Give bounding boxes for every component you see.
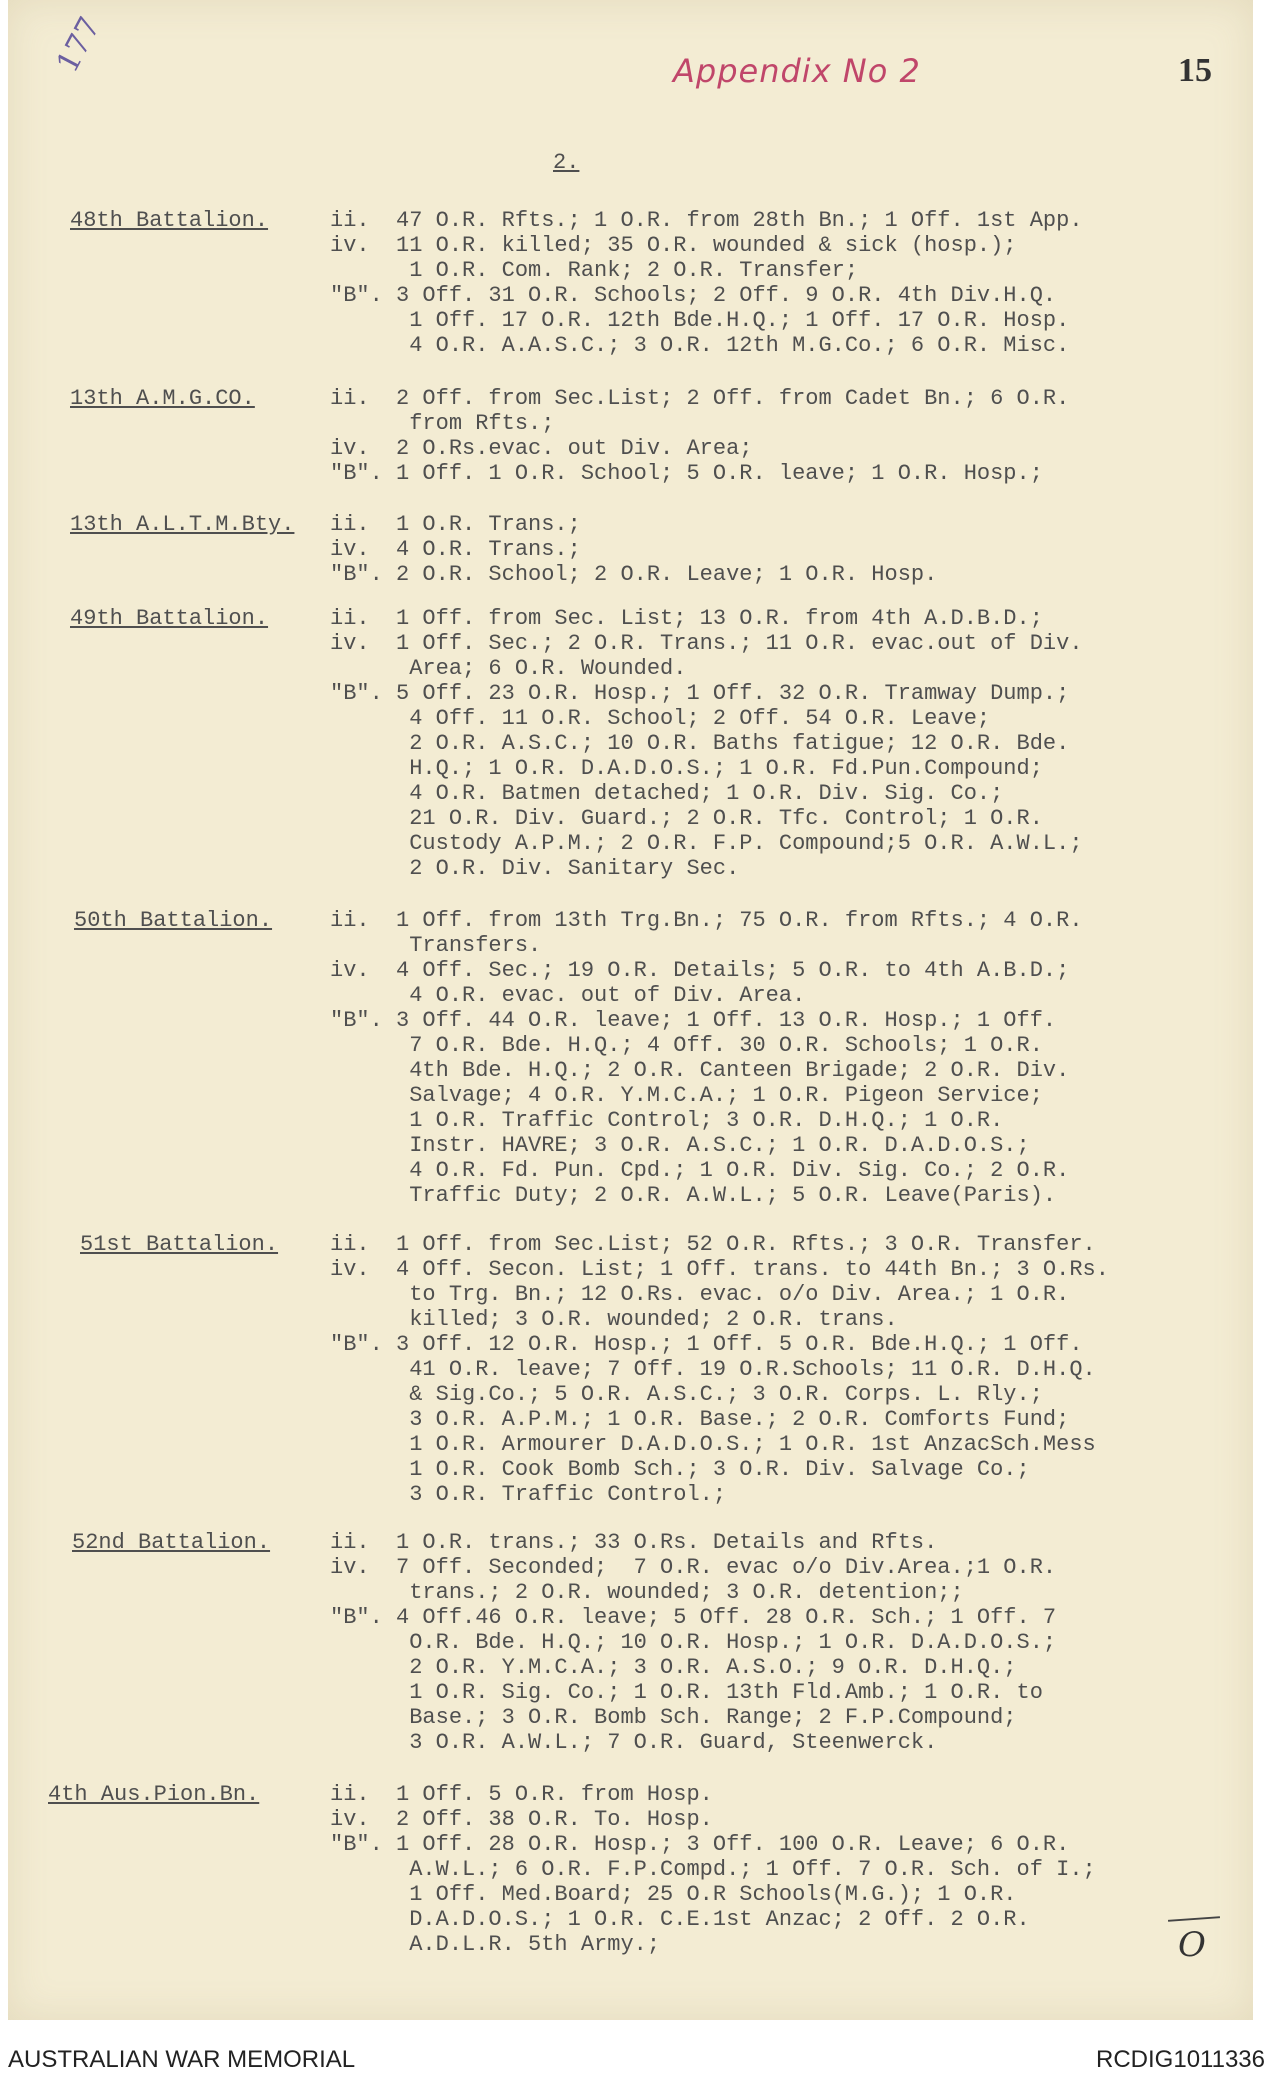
entry-line: "B". 2 O.R. School; 2 O.R. Leave; 1 O.R. Hosp. xyxy=(330,562,938,587)
entry-line: iv. 2 O.Rs.evac. out Div. Area; xyxy=(330,436,753,461)
entry-line: 4 O.R. Batmen detached; 1 O.R. Div. Sig. Co.; xyxy=(330,781,1004,806)
entry-line: "B". 5 Off. 23 O.R. Hosp.; 1 Off. 32 O.R. Tramway Dump.; xyxy=(330,681,1070,706)
unit-heading: 49th Battalion. xyxy=(70,606,269,631)
entry-line: iv. 1 Off. Sec.; 2 O.R. Trans.; 11 O.R. evac.out of Div. xyxy=(330,631,1083,656)
unit-heading: 13th A.M.G.CO. xyxy=(70,386,255,411)
entry-line: 2 O.R. Div. Sanitary Sec. xyxy=(330,856,740,881)
entry-line: 1 Off. 17 O.R. 12th Bde.H.Q.; 1 Off. 17 O.R. Hosp. xyxy=(330,308,1070,333)
entry-line: 21 O.R. Div. Guard.; 2 O.R. Tfc. Control; 1 O.R. xyxy=(330,806,1043,831)
unit-heading: 50th Battalion. xyxy=(74,908,273,933)
entry-line: 1 O.R. Com. Rank; 2 O.R. Transfer; xyxy=(330,258,859,283)
entry-line: 1 O.R. Cook Bomb Sch.; 3 O.R. Div. Salvage Co.; xyxy=(330,1457,1030,1482)
entry-line: & Sig.Co.; 5 O.R. A.S.C.; 3 O.R. Corps. L. Rly.; xyxy=(330,1382,1043,1407)
entry-line: Transfers. xyxy=(330,933,542,958)
entry-line: D.A.D.O.S.; 1 O.R. C.E.1st Anzac; 2 Off. 2 O.R. xyxy=(330,1907,1030,1932)
entry-line: 4 O.R. evac. out of Div. Area. xyxy=(330,983,806,1008)
entry-line: from Rfts.; xyxy=(330,411,555,436)
entry-line: 2 O.R. Y.M.C.A.; 3 O.R. A.S.O.; 9 O.R. D.H.Q.; xyxy=(330,1655,1017,1680)
entry-line: ii. 1 O.R. trans.; 33 O.Rs. Details and Rfts. xyxy=(330,1530,938,1555)
entry-line: 1 O.R. Traffic Control; 3 O.R. D.H.Q.; 1 O.R. xyxy=(330,1108,1004,1133)
entry-line: 7 O.R. Bde. H.Q.; 4 Off. 30 O.R. Schools; 1 O.R. xyxy=(330,1033,1043,1058)
entry-line: Salvage; 4 O.R. Y.M.C.A.; 1 O.R. Pigeon Service; xyxy=(330,1083,1043,1108)
unit-heading: 48th Battalion. xyxy=(70,208,269,233)
entry-line: "B". 3 Off. 12 O.R. Hosp.; 1 Off. 5 O.R. Bde.H.Q.; 1 Off. xyxy=(330,1332,1083,1357)
margin-mark: O xyxy=(1178,1925,1206,1965)
sub-page-number: 2. xyxy=(553,150,580,175)
entry-line: to Trg. Bn.; 12 O.Rs. evac. o/o Div. Area.; 1 O.R. xyxy=(330,1282,1070,1307)
entry-line: 1 O.R. Armourer D.A.D.O.S.; 1 O.R. 1st AnzacSch.Mess xyxy=(330,1432,1096,1457)
entry-line: 41 O.R. leave; 7 Off. 19 O.R.Schools; 11 O.R. D.H.Q. xyxy=(330,1357,1096,1382)
entry-line: iv. 11 O.R. killed; 35 O.R. wounded & sick (hosp.); xyxy=(330,233,1017,258)
entry-line: iv. 4 Off. Sec.; 19 O.R. Details; 5 O.R. to 4th A.B.D.; xyxy=(330,958,1070,983)
entry-line: "B". 3 Off. 31 O.R. Schools; 2 Off. 9 O.R. 4th Div.H.Q. xyxy=(330,283,1057,308)
entry-line: 4th Bde. H.Q.; 2 O.R. Canteen Brigade; 2 O.R. Div. xyxy=(330,1058,1070,1083)
unit-heading: 13th A.L.T.M.Bty. xyxy=(70,512,295,537)
entry-line: "B". 3 Off. 44 O.R. leave; 1 Off. 13 O.R. Hosp.; 1 Off. xyxy=(330,1008,1057,1033)
footer-left: AUSTRALIAN WAR MEMORIAL xyxy=(8,2046,356,2073)
entry-line: iv. 4 O.R. Trans.; xyxy=(330,537,581,562)
entry-line: ii. 1 O.R. Trans.; xyxy=(330,512,581,537)
entry-line: iv. 2 Off. 38 O.R. To. Hosp. xyxy=(330,1807,713,1832)
entry-line: 3 O.R. A.P.M.; 1 O.R. Base.; 2 O.R. Comforts Fund; xyxy=(330,1407,1070,1432)
appendix-label: Appendix No 2 xyxy=(673,52,921,90)
document-page xyxy=(8,0,1253,2020)
entry-line: 3 O.R. A.W.L.; 7 O.R. Guard, Steenwerck. xyxy=(330,1730,938,1755)
unit-heading: 4th Aus.Pion.Bn. xyxy=(48,1782,260,1807)
entry-line: iv. 7 Off. Seconded; 7 O.R. evac o/o Div.Area.;1 O.R. xyxy=(330,1555,1057,1580)
entry-line: O.R. Bde. H.Q.; 10 O.R. Hosp.; 1 O.R. D.A.D.O.S.; xyxy=(330,1630,1057,1655)
pencil-folio-number: 177 xyxy=(50,11,108,79)
entry-line: Instr. HAVRE; 3 O.R. A.S.C.; 1 O.R. D.A.D.O.S.; xyxy=(330,1133,1030,1158)
unit-heading: 51st Battalion. xyxy=(80,1232,279,1257)
entry-line: ii. 1 Off. from Sec.List; 52 O.R. Rfts.; 3 O.R. Transfer. xyxy=(330,1232,1096,1257)
entry-line: "B". 1 Off. 1 O.R. School; 5 O.R. leave; 1 O.R. Hosp.; xyxy=(330,461,1043,486)
entry-line: ii. 1 Off. from Sec. List; 13 O.R. from 4th A.D.B.D.; xyxy=(330,606,1043,631)
entry-line: 4 O.R. Fd. Pun. Cpd.; 1 O.R. Div. Sig. Co.; 2 O.R. xyxy=(330,1158,1070,1183)
entry-line: ii. 2 Off. from Sec.List; 2 Off. from Cadet Bn.; 6 O.R. xyxy=(330,386,1070,411)
entry-line: "B". 1 Off. 28 O.R. Hosp.; 3 Off. 100 O.R. Leave; 6 O.R. xyxy=(330,1832,1070,1857)
entry-line: Custody A.P.M.; 2 O.R. F.P. Compound;5 O.R. A.W.L.; xyxy=(330,831,1083,856)
entry-line: 1 O.R. Sig. Co.; 1 O.R. 13th Fld.Amb.; 1 O.R. to xyxy=(330,1680,1043,1705)
entry-line: ii. 1 Off. 5 O.R. from Hosp. xyxy=(330,1782,713,1807)
entry-line: A.D.L.R. 5th Army.; xyxy=(330,1932,661,1957)
entry-line: "B". 4 Off.46 O.R. leave; 5 Off. 28 O.R. Sch.; 1 Off. 7 xyxy=(330,1605,1057,1630)
entry-line: ii. 47 O.R. Rfts.; 1 O.R. from 28th Bn.; 1 Off. 1st App. xyxy=(330,208,1083,233)
entry-line: 1 Off. Med.Board; 25 O.R Schools(M.G.); 1 O.R. xyxy=(330,1882,1017,1907)
entry-line: A.W.L.; 6 O.R. F.P.Compd.; 1 Off. 7 O.R. Sch. of I.; xyxy=(330,1857,1096,1882)
entry-line: iv. 4 Off. Secon. List; 1 Off. trans. to 44th Bn.; 3 O.Rs. xyxy=(330,1257,1109,1282)
margin-dash xyxy=(1168,1916,1220,1922)
entry-line: 3 O.R. Traffic Control.; xyxy=(330,1482,727,1507)
unit-heading: 52nd Battalion. xyxy=(72,1530,271,1555)
entry-line: killed; 3 O.R. wounded; 2 O.R. trans. xyxy=(330,1307,898,1332)
entry-line: ii. 1 Off. from 13th Trg.Bn.; 75 O.R. from Rfts.; 4 O.R. xyxy=(330,908,1083,933)
entry-line: Base.; 3 O.R. Bomb Sch. Range; 2 F.P.Compound; xyxy=(330,1705,1017,1730)
entry-line: Area; 6 O.R. Wounded. xyxy=(330,656,687,681)
entry-line: Traffic Duty; 2 O.R. A.W.L.; 5 O.R. Leave(Paris). xyxy=(330,1183,1057,1208)
entry-line: trans.; 2 O.R. wounded; 3 O.R. detention;; xyxy=(330,1580,964,1605)
entry-line: 4 Off. 11 O.R. School; 2 Off. 54 O.R. Leave; xyxy=(330,706,991,731)
entry-line: H.Q.; 1 O.R. D.A.D.O.S.; 1 O.R. Fd.Pun.Compound; xyxy=(330,756,1043,781)
entry-line: 4 O.R. A.A.S.C.; 3 O.R. 12th M.G.Co.; 6 O.R. Misc. xyxy=(330,333,1070,358)
entry-line: 2 O.R. A.S.C.; 10 O.R. Baths fatigue; 12 O.R. Bde. xyxy=(330,731,1070,756)
footer-right: RCDIG1011336 xyxy=(1096,2046,1265,2073)
page-number: 15 xyxy=(1178,52,1212,89)
